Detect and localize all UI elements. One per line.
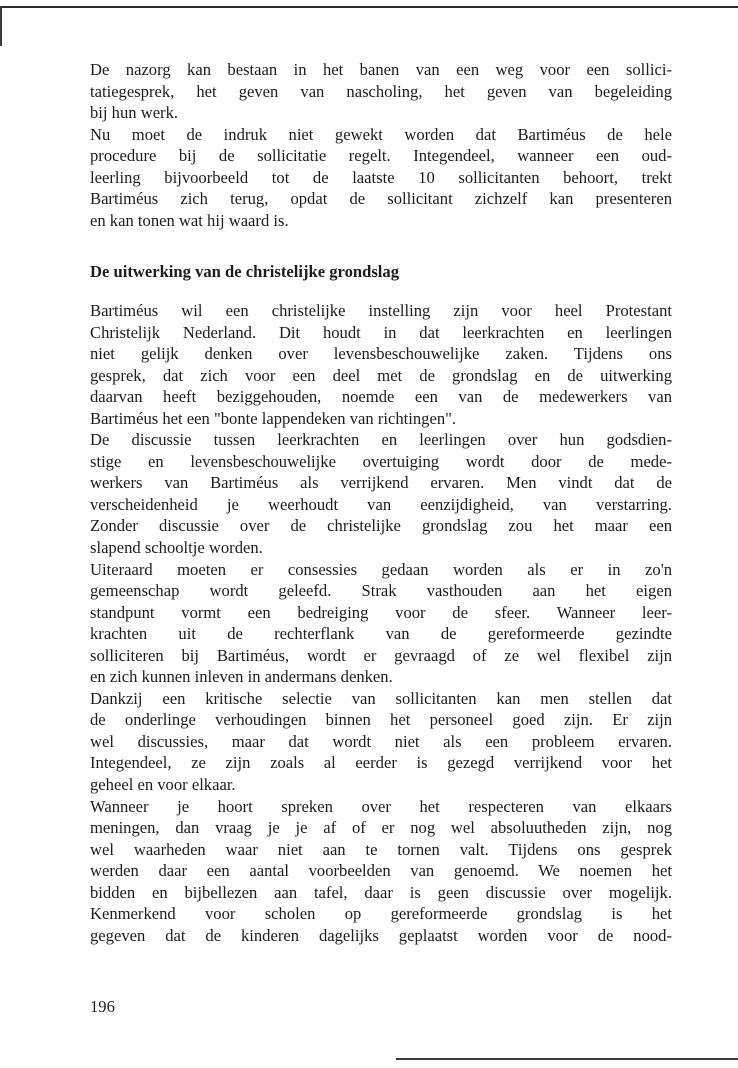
section-heading: De uitwerking van de christelijke grondslag	[90, 262, 399, 281]
text-line: Wanneer je hoort spreken over het respecteren van elkaars	[90, 796, 672, 816]
text-line: Bartiméus het een "bonte lappendeken van richtingen".	[90, 408, 457, 428]
left-scan-edge	[0, 6, 2, 46]
text-line: Christelijk Nederland. Dit houdt in dat leerkrachten en leerlingen	[90, 322, 672, 342]
text-line: geheel en voor elkaar.	[90, 775, 236, 795]
text-line: Dankzij een kritische selectie van sollicitanten kan men stellen dat	[90, 688, 672, 708]
text-line: meningen, dan vraag je je af of er nog wel absoluutheden zijn, nog	[90, 818, 672, 838]
text-line: verscheidenheid je weerhoudt van eenzijdigheid, van verstarring.	[90, 494, 672, 514]
section-body	[90, 300, 672, 946]
top-scan-edge	[0, 6, 738, 8]
text-line: wel discussies, maar dat wordt niet als een probleem ervaren.	[90, 731, 672, 751]
text-line: standpunt vormt een bedreiging voor de sfeer. Wanneer leer-	[90, 602, 672, 622]
text-line: krachten uit de rechterflank van de gereformeerde gezindte	[90, 624, 672, 644]
text-line: daarvan heeft beziggehouden, noemde een van de medewerkers van	[90, 387, 672, 407]
text-line: gemeenschap wordt geleefd. Strak vasthouden aan het eigen	[90, 581, 672, 601]
page-number: 196	[90, 997, 115, 1016]
text-line: Bartiméus zich terug, opdat de sollicitant zichzelf kan presenteren	[90, 189, 672, 209]
text-line: leerling bijvoorbeeld tot de laatste 10 sollicitanten behoort, trekt	[90, 167, 672, 187]
text-line: Bartiméus wil een christelijke instelling zijn voor heel Protestant	[90, 301, 672, 320]
text-line: slapend schooltje worden.	[90, 538, 263, 558]
text-line: Kenmerkend voor scholen op gereformeerde grondslag is het	[90, 904, 672, 924]
text-line: bij hun werk.	[90, 103, 179, 123]
text-line: bidden en bijbellezen aan tafel, daar is geen discussie over mogelijk.	[90, 882, 672, 902]
text-line: Integendeel, ze zijn zoals al eerder is gezegd verrijkend voor het	[90, 753, 672, 773]
text-line: werkers van Bartiméus als verrijkend ervaren. Men vindt dat de	[90, 473, 672, 493]
text-line: De nazorg kan bestaan in het banen van een weg voor een sollici-	[90, 60, 672, 79]
text-line: Uiteraard moeten er consessies gedaan worden als er in zo'n	[90, 559, 672, 579]
text-line: niet gelijk denken over levensbeschouwelijke zaken. Tijdens ons	[90, 344, 672, 364]
intro-paragraphs	[90, 59, 672, 231]
text-line: gegeven dat de kinderen dagelijks geplaatst worden voor de nood-	[90, 925, 672, 945]
text-line: Zonder discussie over de christelijke grondslag zou het maar een	[90, 516, 672, 536]
text-line: gesprek, dat zich voor een deel met de grondslag en de uitwerking	[90, 365, 672, 385]
text-line: de onderlinge verhoudingen binnen het personeel goed zijn. Er zijn	[90, 710, 672, 730]
text-line: Nu moet de indruk niet gewekt worden dat Bartiméus de hele	[90, 124, 672, 144]
text-line: wel waarheden waar niet aan te tornen valt. Tijdens ons gesprek	[90, 839, 672, 859]
text-line: De discussie tussen leerkrachten en leerlingen over hun godsdien-	[90, 430, 672, 450]
text-line: solliciteren bij Bartiméus, wordt er gevraagd of ze wel flexibel zijn	[90, 645, 672, 665]
text-line: procedure bij de sollicitatie regelt. Integendeel, wanneer een oud-	[90, 146, 672, 166]
text-line: tatiegesprek, het geven van nascholing, het geven van begeleiding	[90, 81, 672, 101]
bottom-scan-edge	[396, 1058, 738, 1060]
text-line: werden daar een aantal voorbeelden van genoemd. We noemen het	[90, 861, 672, 881]
text-line: en kan tonen wat hij waard is.	[90, 210, 289, 230]
text-line: en zich kunnen inleven in andermans denken.	[90, 667, 393, 687]
text-line: stige en levensbeschouwelijke overtuiging wordt door de mede-	[90, 451, 672, 471]
